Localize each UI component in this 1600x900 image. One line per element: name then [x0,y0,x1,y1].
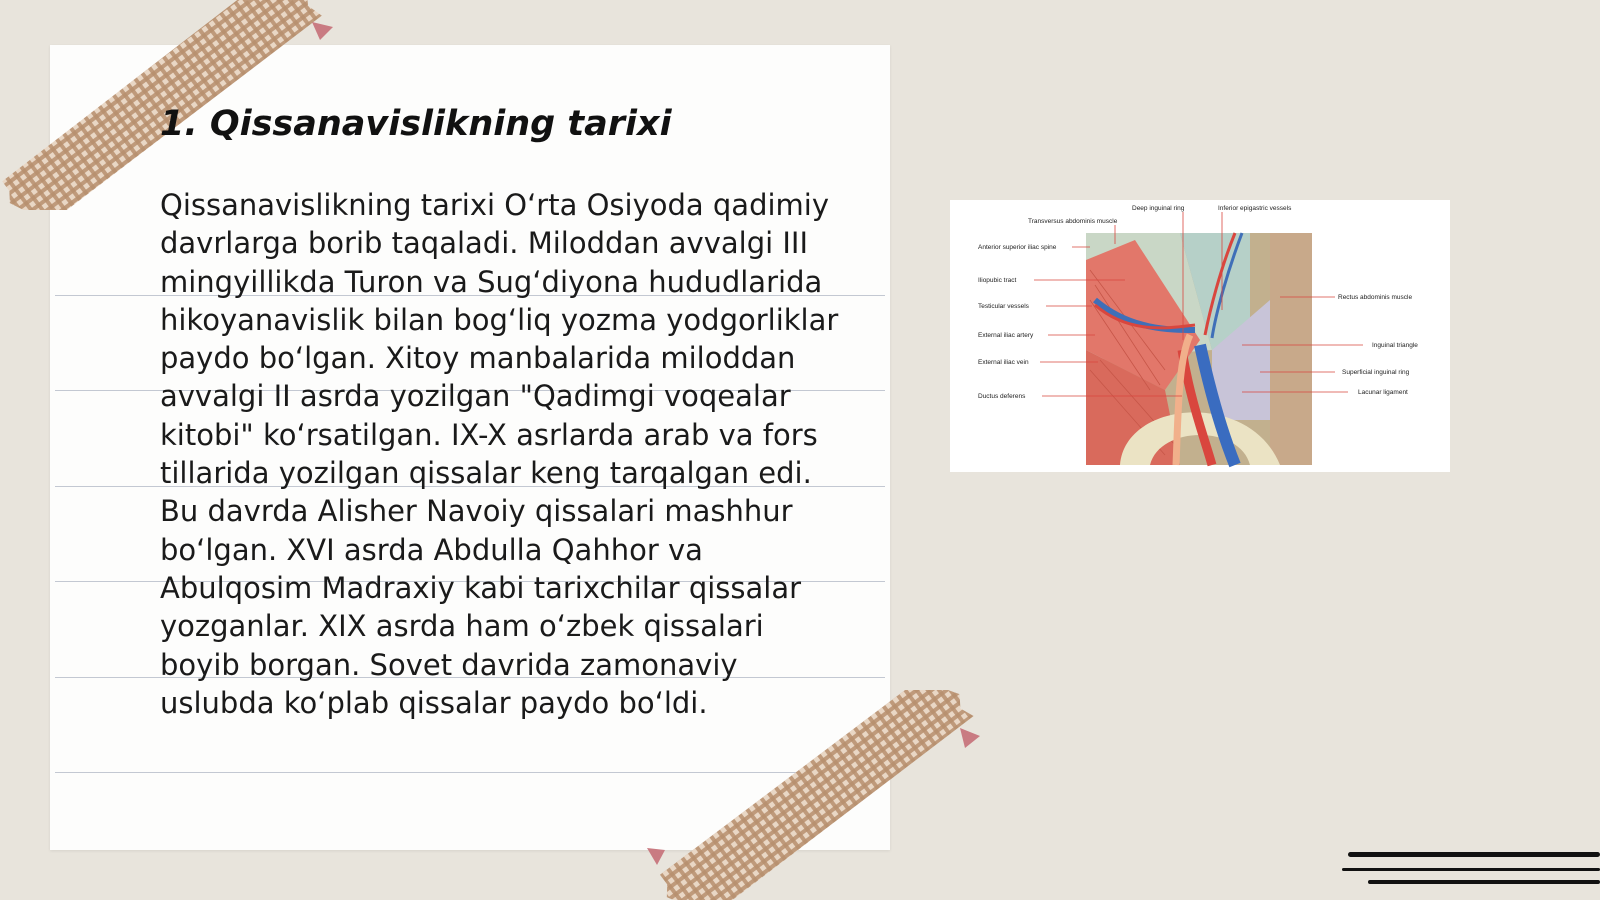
label-anterior-superior-iliac-spine: Anterior superior iliac spine [978,244,1057,251]
label-inguinal-triangle: Inguinal triangle [1372,342,1418,349]
label-lacunar-ligament: Lacunar ligament [1358,389,1408,396]
label-external-iliac-vein: External iliac vein [978,359,1029,366]
inguinal-region-diagram [950,200,1450,472]
slide-title: 1. Qissanavislikning tarixi [160,104,672,144]
label-transversus-abdominis-muscle: Transversus abdominis muscle [1028,218,1118,225]
slide-body-text: Qissanavislikning tarixi O‘rta Osiyoda qadimiy davrlarga borib taqaladi. Miloddan avvalgi III mingyillikda Turon va Sug‘diyona hududlarida hikoyanavislik bilan bog‘liq yozma yodgorliklar paydo bo‘lgan. Xitoy manbalarida miloddan avvalgi II asrda yozilgan "Qadimgi voqealar kitobi" ko‘rsatilgan. IX-X asrlarda arab va fors tillarida yozilgan qissalar keng tarqalgan edi. Bu davrda Alisher Navoiy qissalari mashhur bo‘lgan. XVI asrda Abdulla Qahhor va Abulqosim Madraxiy kabi tarixchilar qissalar yozganlar. XIX asrda ham o‘zbek qissalari boyib borgan. Sovet davrida zamonaviy uslubda ko‘plab qissalar paydo bo‘ldi. [160,188,839,720]
label-rectus-abdominis-muscle: Rectus abdominis muscle [1338,294,1413,301]
label-deep-inguinal-ring: Deep inguinal ring [1132,205,1185,212]
label-testicular-vessels: Testicular vessels [978,303,1029,310]
label-superficial-inguinal-ring: Superficial inguinal ring [1342,369,1410,376]
label-iliopubic-tract: Iliopubic tract [978,277,1017,284]
brush-stroke [1342,868,1600,871]
label-inferior-epigastric-vessels: Inferior epigastric vessels [1218,205,1292,212]
label-ductus-deferens: Ductus deferens [978,393,1026,400]
brush-stroke [1368,880,1600,884]
anatomy-illustration [950,200,1450,472]
label-external-iliac-artery: External iliac artery [978,332,1034,339]
brush-stroke [1348,852,1600,857]
